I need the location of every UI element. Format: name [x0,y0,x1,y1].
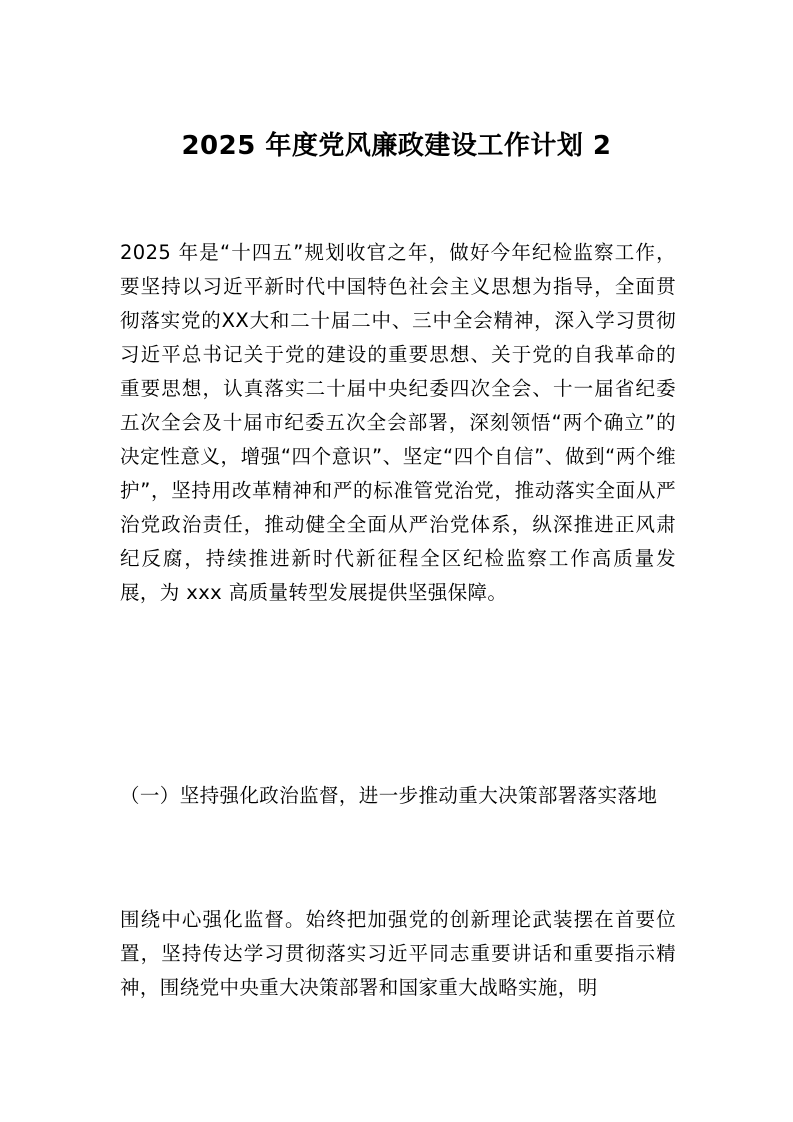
section-paragraph-1: 围绕中心强化监督。始终把加强党的创新理论武装摆在首要位置，坚持传达学习贯彻落实习近平同志重要讲话和重要指示精神，围绕党中央重大决策部署和国家重大战略实施，明 [120,908,676,999]
document-title: 2025 年度党风廉政建设工作计划 2 [181,131,612,161]
section-heading-1: （一）坚持强化政治监督，进一步推动重大决策部署落实落地 [120,784,658,807]
intro-paragraph: 2025 年是“十四五”规划收官之年，做好今年纪检监察工作，要坚持以习近平新时代中国特色社会主义思想为指导，全面贯彻落实党的XX大和二十届二中、三中全会精神，深入学习贯彻习近平总书记关于党的建设的重要思想、关于党的自我革命的重要思想，认真落实二十届中央纪委四次全会、十一届省纪委五次全会及十届市纪委五次全会部署，深刻领悟“两个确立”的决定性意义，增强“四个意识”、坚定“四个自信”、做到“两个维护”，坚持用改革精神和严的标准管党治党，推动落实全面从严治党政治责任，推动健全全面从严治党体系，纵深推进正风肃纪反腐，持续推进新时代新征程全区纪检监察工作高质量发展，为 xxx 高质量转型发展提供坚强保障。 [120,241,676,604]
